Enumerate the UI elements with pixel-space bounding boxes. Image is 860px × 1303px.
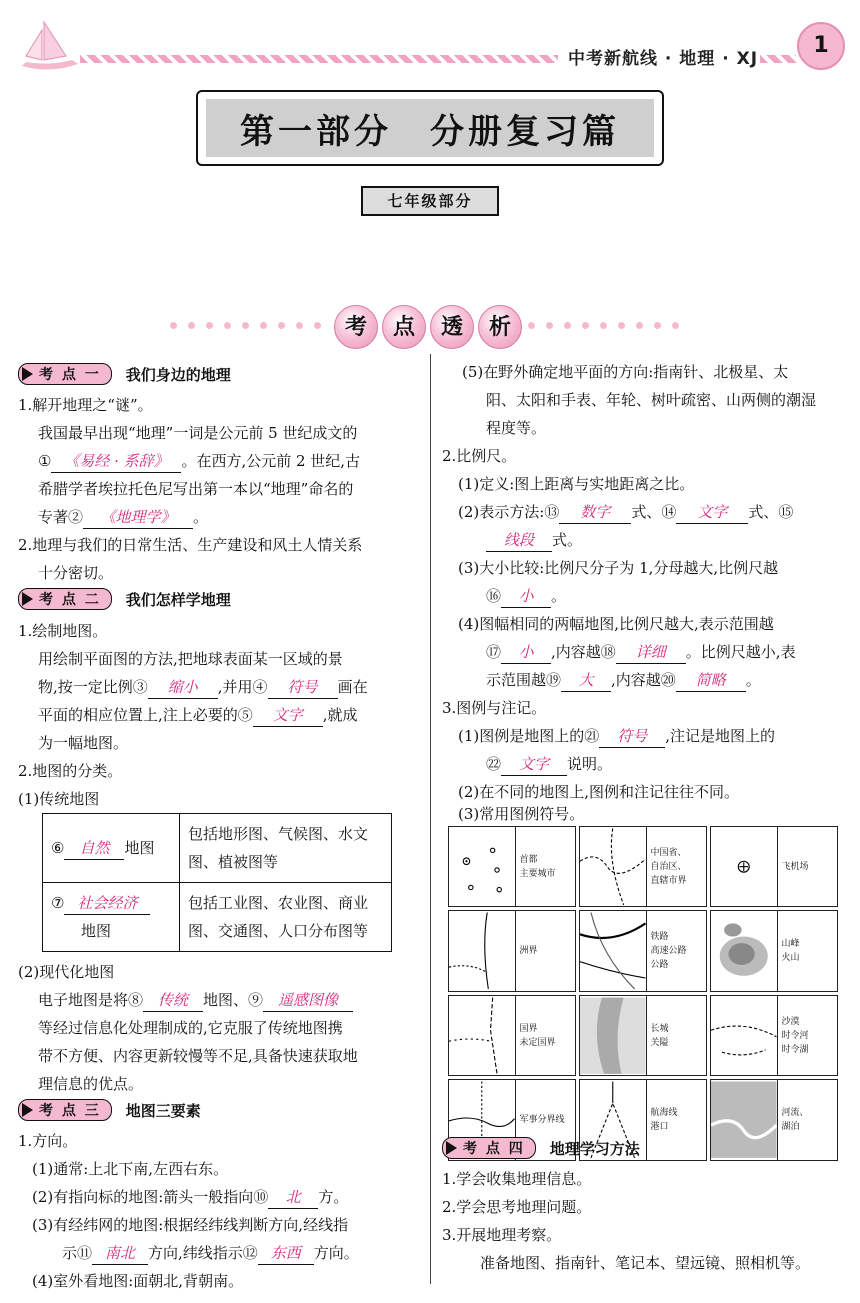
answer-2: 《地理学》 [83, 506, 193, 529]
legend-label: 港口 [650, 1121, 669, 1132]
table-row: ⑦ 社会经济 地图 包括工业图、农业图、商业图、交通图、人口分布图等 [43, 883, 392, 952]
kp3-line: (2)有指向标的地图:箭头一般指向⑩ 北 方。 [32, 1183, 348, 1211]
right-line: ⑰ 小 ,内容越⑱ 详细 。比例尺越小,表 [486, 638, 796, 666]
kp2-line: 等经过信息化处理制成的,它克服了传统地图携 [38, 1019, 343, 1037]
banner-dots-right [528, 322, 679, 330]
answer-3: 缩小 [148, 676, 218, 699]
right-line: (3)常用图例符号。 [458, 805, 585, 823]
kp2-line: (1)传统地图 [18, 790, 100, 808]
subtitle: 七年级部分 [361, 186, 499, 216]
legend-label: 洲界 [519, 946, 538, 957]
right-line: (1)定义:图上距离与实地距离之比。 [458, 475, 695, 493]
right-line: 阳、太阳和手表、年轮、树叶疏密、山两侧的潮湿 [486, 391, 817, 409]
kp1-badge: 考 点 一 我们身边的地理 [18, 364, 231, 384]
right-line: (2)在不同的地图上,图例和注记往往不同。 [458, 783, 740, 801]
answer-11: 南北 [92, 1242, 148, 1265]
kp3-line: 1.方向。 [18, 1132, 78, 1150]
kp2-badge: 考 点 二 我们怎样学地理 [18, 589, 231, 609]
kp2-line: (2)现代化地图 [18, 963, 115, 981]
banner-char: 考 [334, 305, 378, 349]
play-arrow-icon [22, 592, 33, 606]
play-arrow-icon [22, 1103, 33, 1117]
banner-char: 透 [430, 305, 474, 349]
legend-label: 公路 [650, 960, 669, 971]
kp1-line: 希腊学者埃拉托色尼写出第一本以“地理”命名的 [38, 480, 354, 498]
kp1-line: 十分密切。 [38, 564, 114, 582]
answer-7: 社会经济 [64, 892, 150, 915]
legend-label: 火山 [781, 953, 800, 964]
answer-6: 自然 [64, 837, 124, 860]
legend-label: 国界 [519, 1023, 538, 1034]
banner-char: 析 [478, 305, 522, 349]
legend-label: 飞机场 [781, 861, 809, 872]
answer-16: 小 [501, 585, 551, 608]
play-arrow-icon [22, 367, 33, 381]
legend-label: 高速公路 [650, 946, 687, 957]
answer-14: 文字 [676, 501, 748, 524]
map-legend-grid [448, 826, 838, 1136]
kp1-heading: 我们身边的地理 [125, 365, 231, 384]
kp2-line: 2.地图的分类。 [18, 762, 123, 780]
legend-cell [448, 826, 576, 907]
answer-13: 数字 [559, 501, 631, 524]
kp2-line: 平面的相应位置上,注上必要的⑤ 文字 ,就成 [38, 701, 358, 729]
kp2-line: 用绘制平面图的方法,把地球表面某一区域的景 [38, 650, 343, 668]
legend-label: 湖泊 [781, 1121, 800, 1132]
legend-map-thumbnail [711, 911, 778, 990]
legend-cell [579, 910, 707, 991]
legend-label: 关隘 [650, 1037, 669, 1048]
kp1-line: 2.地理与我们的日常生活、生产建设和风土人情关系 [18, 536, 363, 554]
kp3-badge: 考 点 三 地图三要素 [18, 1100, 201, 1120]
header-stripe [80, 55, 558, 63]
answer-20: 简略 [676, 669, 746, 692]
kp4-line: 1.学会收集地理信息。 [442, 1170, 592, 1188]
right-line: (4)图幅相同的两幅地图,比例尺越大,表示范围越 [458, 615, 774, 633]
kp2-line: 1.绘制地图。 [18, 622, 108, 640]
right-line: (1)图例是地图上的㉑ 符号 ,注记是地图上的 [458, 722, 775, 750]
answer-5: 文字 [253, 704, 323, 727]
legend-label: 长城 [650, 1023, 669, 1034]
legend-map-thumbnail [711, 996, 778, 1075]
answer-15: 线段 [486, 529, 552, 552]
legend-label: 时令湖 [781, 1044, 809, 1055]
right-line: 示范围越⑲ 大 ,内容越⑳ 简略 。 [486, 666, 761, 694]
page-number: 1 [797, 22, 845, 70]
legend-cell [710, 1079, 838, 1160]
legend-label: 铁路 [650, 932, 669, 943]
legend-cell [579, 995, 707, 1076]
kp4-line: 2.学会思考地理问题。 [442, 1198, 592, 1216]
play-arrow-icon [446, 1141, 457, 1155]
section-banner [334, 305, 522, 349]
legend-cell [710, 910, 838, 991]
kp3-line: 示⑪ 南北 方向,纬线指示⑫ 东西 方向。 [62, 1239, 359, 1267]
right-line: (5)在野外确定地平面的方向:指南针、北极星、太 [462, 363, 789, 381]
answer-22: 文字 [501, 753, 567, 776]
banner-dots-left [170, 322, 321, 330]
legend-map-thumbnail [711, 827, 778, 906]
legend-label: 直辖市界 [650, 875, 687, 886]
map-type-table [42, 813, 392, 952]
column-divider [430, 354, 431, 1284]
legend-map-thumbnail [580, 996, 647, 1075]
kp1-line: 1.解开地理之“谜”。 [18, 396, 153, 414]
table-row: ⑥ 自然 地图 包括地形图、气候图、水文图、植被图等 [43, 814, 392, 883]
kp2-line: 为一幅地图。 [38, 734, 129, 752]
kp2-line: 物,按一定比例③ 缩小 ,并用④ 符号 画在 [38, 673, 368, 701]
legend-label: 军事分界线 [519, 1114, 565, 1125]
right-line: ⑯ 小 。 [486, 582, 566, 610]
legend-label: 山峰 [781, 939, 800, 950]
legend-map-thumbnail [449, 827, 516, 906]
kp2-line: 理信息的优点。 [38, 1075, 144, 1093]
legend-label: 河流、 [781, 1107, 809, 1118]
kp1-line: ① 《易经 · 系辞》 。在西方,公元前 2 世纪,古 [38, 447, 360, 475]
series-title: 中考新航线 · 地理 · XJ [568, 49, 759, 69]
kp2-line: 电子地图是将⑧ 传统 地图、⑨ 遥感图像 [38, 986, 353, 1014]
answer-1: 《易经 · 系辞》 [51, 450, 181, 473]
kp4-line: 准备地图、指南针、笔记本、望远镜、照相机等。 [480, 1254, 811, 1272]
answer-18: 详细 [616, 641, 686, 664]
legend-map-thumbnail [580, 911, 647, 990]
kp2-line: 带不方便、内容更新较慢等不足,具备快速获取地 [38, 1047, 358, 1065]
legend-map-thumbnail [580, 827, 647, 906]
kp2-heading: 我们怎样学地理 [125, 590, 231, 609]
kp3-heading: 地图三要素 [125, 1101, 201, 1120]
legend-cell [579, 826, 707, 907]
legend-label: 航海线 [650, 1107, 678, 1118]
page-title: 第一部分 分册复习篇 [206, 99, 654, 157]
legend-label: 首都 [519, 854, 538, 865]
kp1-line: 我国最早出现“地理”一词是公元前 5 世纪成文的 [38, 424, 358, 442]
legend-label: 沙漠 [781, 1016, 800, 1027]
answer-4: 符号 [268, 676, 338, 699]
kp4-line: 3.开展地理考察。 [442, 1226, 562, 1244]
legend-cell [710, 995, 838, 1076]
legend-map-thumbnail [449, 996, 516, 1075]
kp4-heading: 地理学习方法 [549, 1139, 640, 1158]
legend-cell [448, 995, 576, 1076]
answer-21: 符号 [599, 725, 665, 748]
right-line: 线段 式。 [486, 526, 582, 554]
answer-12: 东西 [258, 1242, 314, 1265]
right-line: ㉒ 文字 说明。 [486, 750, 612, 778]
right-line: (3)大小比较:比例尺分子为 1,分母越大,比例尺越 [458, 559, 779, 577]
answer-8: 传统 [143, 989, 203, 1012]
answer-10: 北 [268, 1186, 318, 1209]
answer-9: 遥感图像 [263, 989, 353, 1012]
kp1-line: 专著② 《地理学》 。 [38, 503, 208, 531]
kp4-badge: 考 点 四 地理学习方法 [442, 1138, 640, 1158]
kp3-line: (3)有经纬网的地图:根据经纬线判断方向,经线指 [32, 1216, 349, 1234]
legend-label: 时令河 [781, 1030, 809, 1041]
right-line: 3.图例与注记。 [442, 699, 547, 717]
legend-map-thumbnail [449, 911, 516, 990]
legend-map-thumbnail [711, 1080, 778, 1159]
legend-label: 主要城市 [519, 868, 556, 879]
title-box [196, 90, 664, 166]
legend-cell [448, 910, 576, 991]
sailboat-logo-icon [14, 16, 84, 76]
legend-label: 自治区、 [650, 861, 687, 872]
legend-cell [710, 826, 838, 907]
answer-19: 大 [561, 669, 611, 692]
right-line: (2)表示方法:⑬ 数字 式、⑭ 文字 式、⑮ [458, 498, 793, 526]
right-line: 程度等。 [486, 419, 547, 437]
banner-char: 点 [382, 305, 426, 349]
header-stripe-right [760, 55, 796, 63]
kp3-line: (4)室外看地图:面朝北,背朝南。 [32, 1272, 244, 1290]
kp3-line: (1)通常:上北下南,左西右东。 [32, 1160, 229, 1178]
legend-label: 未定国界 [519, 1037, 556, 1048]
right-line: 2.比例尺。 [442, 447, 517, 465]
answer-17: 小 [501, 641, 551, 664]
legend-label: 中国省、 [650, 847, 687, 858]
